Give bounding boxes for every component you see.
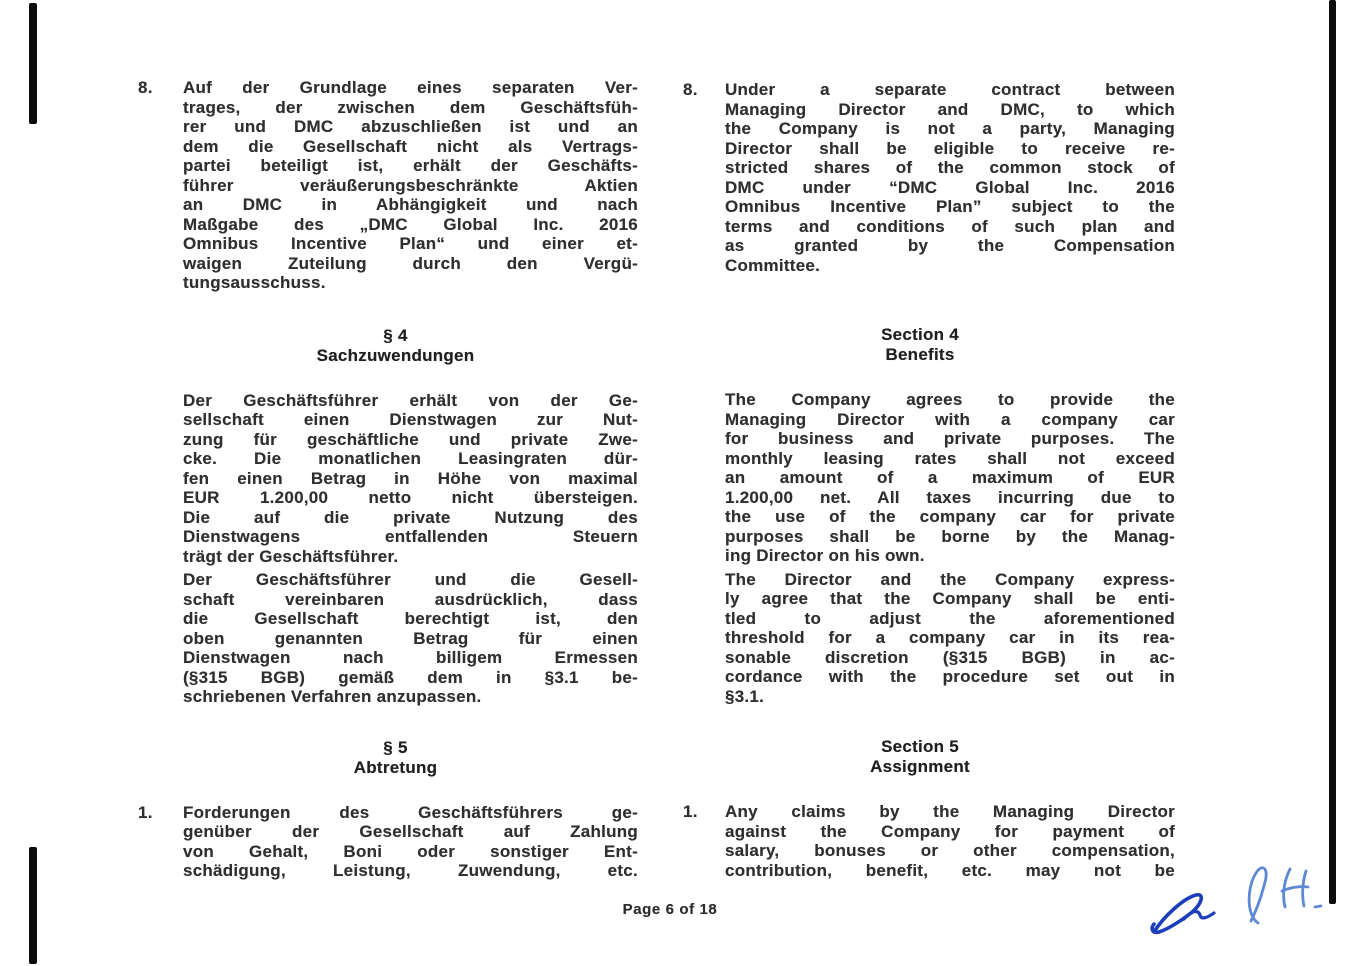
clause-text xyxy=(183,803,638,881)
text-line: Auf der Grundlage eines separaten Ver- xyxy=(183,78,638,97)
clause-1-german xyxy=(138,803,638,881)
section-4-paragraph-2-english xyxy=(725,570,1175,707)
section-4-heading-german xyxy=(168,326,623,366)
section-number: § 4 xyxy=(383,325,408,345)
text-line: sonable discretion (§315 BGB) in ac- xyxy=(725,647,1175,667)
text-line: Der Geschäftsführer und die Gesell- xyxy=(183,570,638,589)
clause-text xyxy=(183,78,638,293)
text-line: Omnibus Incentive Plan“ und einer et- xyxy=(183,234,638,253)
text-line: ly agree that the Company shall be enti- xyxy=(725,589,1175,608)
text-line: for business and private purposes. The xyxy=(725,429,1175,448)
text-line: von Gehalt, Boni oder sonstiger Ent- xyxy=(183,841,638,861)
text-line: contribution, benefit, etc. may not be xyxy=(725,860,1175,880)
text-line: Die auf die private Nutzung des xyxy=(183,507,638,527)
text-line: the Company is not a party, Managing xyxy=(725,119,1175,138)
text-line: cordance with the procedure set out in xyxy=(725,667,1175,686)
text-line: cke. Die monatlichen Leasingraten dür- xyxy=(183,449,638,468)
scan-artifact-left-top xyxy=(29,3,37,124)
section-4-heading-english xyxy=(695,325,1145,365)
text-line: tled to adjust the aforementioned xyxy=(725,608,1175,628)
text-line: an DMC in Abhängigkeit und nach xyxy=(183,195,638,214)
clause-8-english xyxy=(683,80,1175,275)
text-line: EUR 1.200,00 netto nicht übersteigen. xyxy=(183,488,638,507)
text-line: purposes shall be borne by the Manag- xyxy=(725,526,1175,546)
text-line: trägt der Geschäftsführer. xyxy=(183,546,399,566)
section-4-paragraph-1-english xyxy=(725,390,1175,566)
text-line: the use of the company car for private xyxy=(725,507,1175,526)
clause-1-english xyxy=(683,802,1175,880)
clause-number: 1. xyxy=(138,802,153,822)
page-number-footer: Page 6 of 18 xyxy=(622,901,718,918)
text-line: stricted shares of the common stock of xyxy=(725,158,1175,177)
text-line: monthly leasing rates shall not exceed xyxy=(725,448,1175,468)
english-column xyxy=(683,80,1175,880)
clause-text xyxy=(725,80,1175,275)
text-line: (§315 BGB) gemäß dem in §3.1 be- xyxy=(183,667,638,687)
text-line: Der Geschäftsführer erhält von der Ge- xyxy=(183,390,638,410)
text-line: führer veräußerungsbeschränkte Aktien xyxy=(183,175,638,195)
section-number: Section 5 xyxy=(881,737,959,756)
text-line: as granted by the Compensation xyxy=(725,236,1175,255)
section-number: Section 4 xyxy=(881,325,959,344)
text-line: against the Company for payment of xyxy=(725,821,1175,841)
clause-number: 1. xyxy=(683,802,698,821)
text-line: DMC under “DMC Global Inc. 2016 xyxy=(725,177,1175,197)
text-line: Dienstwagen nach billigem Ermessen xyxy=(183,648,638,667)
text-line: Managing Director and DMC, to which xyxy=(725,99,1175,119)
text-line: The Director and the Company express- xyxy=(725,569,1175,589)
text-line: The Company agrees to provide the xyxy=(725,390,1175,409)
clause-number: 8. xyxy=(683,80,698,99)
text-line: Maßgabe des „DMC Global Inc. 2016 xyxy=(183,214,638,234)
text-line: zung für geschäftliche und private Zwe- xyxy=(183,429,638,449)
section-5-heading-english xyxy=(695,737,1145,777)
text-line: oben genannten Betrag für einen xyxy=(183,628,638,648)
text-line: salary, bonuses or other compensation, xyxy=(725,841,1175,860)
text-line: Dienstwagens entfallenden Steuern xyxy=(183,527,638,546)
text-line: sellschaft einen Dienstwagen zur Nut- xyxy=(183,410,638,429)
text-line: genüber der Gesellschaft auf Zahlung xyxy=(183,822,638,841)
text-line: Omnibus Incentive Plan” subject to the xyxy=(725,197,1175,216)
text-line: partei beteiligt ist, erhält der Geschäfts- xyxy=(183,156,638,175)
text-line: schaft vereinbaren ausdrücklich, dass xyxy=(183,589,638,609)
section-4-paragraph-2-german xyxy=(183,570,638,707)
text-line: waigen Zuteilung durch den Vergü- xyxy=(183,253,638,273)
text-line: ing Director on his own. xyxy=(725,546,925,565)
clause-text xyxy=(725,802,1175,880)
german-column xyxy=(138,78,638,881)
text-line: schädigung, Leistung, Zuwendung, etc. xyxy=(183,861,638,880)
text-line: Any claims by the Managing Director xyxy=(725,802,1175,821)
text-line: schriebenen Verfahren anzupassen. xyxy=(183,687,482,706)
text-line: tungsausschuss. xyxy=(183,273,326,292)
text-line: die Gesellschaft berechtigt ist, den xyxy=(183,609,638,628)
text-line: dem die Gesellschaft nicht als Vertrags- xyxy=(183,136,638,156)
section-number: § 5 xyxy=(383,737,408,757)
text-line: fen einen Betrag in Höhe von maximal xyxy=(183,468,638,488)
section-title: Sachzuwendungen xyxy=(316,345,475,365)
section-4-paragraph-1-german xyxy=(183,391,638,567)
text-line: Under a separate contract between xyxy=(725,80,1175,99)
section-title: Assignment xyxy=(870,757,970,776)
text-line: rer und DMC abzuschließen ist und an xyxy=(183,117,638,136)
section-5-heading-german xyxy=(168,738,623,778)
text-line: threshold for a company car in its rea- xyxy=(725,628,1175,647)
text-line: 1.200,00 net. All taxes incurring due to xyxy=(725,487,1175,507)
clause-8-german xyxy=(138,78,638,293)
text-line: Managing Director with a company car xyxy=(725,409,1175,429)
text-line: trages, der zwischen dem Geschäftsfüh- xyxy=(183,97,638,117)
text-line: Committee. xyxy=(725,255,821,275)
section-title: Abtretung xyxy=(353,757,438,777)
text-line: Forderungen des Geschäftsführers ge- xyxy=(183,802,638,822)
clause-number: 8. xyxy=(138,78,153,97)
handwritten-initials-left-icon xyxy=(1146,886,1236,942)
text-line: terms and conditions of such plan and xyxy=(725,216,1175,236)
section-title: Benefits xyxy=(885,345,955,364)
text-line: §3.1. xyxy=(725,686,765,706)
scan-artifact-right-edge xyxy=(1329,0,1336,904)
text-line: an amount of a maximum of EUR xyxy=(725,468,1175,487)
handwritten-initials-right-icon xyxy=(1234,861,1326,931)
text-line: Director shall be eligible to receive re- xyxy=(725,138,1175,158)
